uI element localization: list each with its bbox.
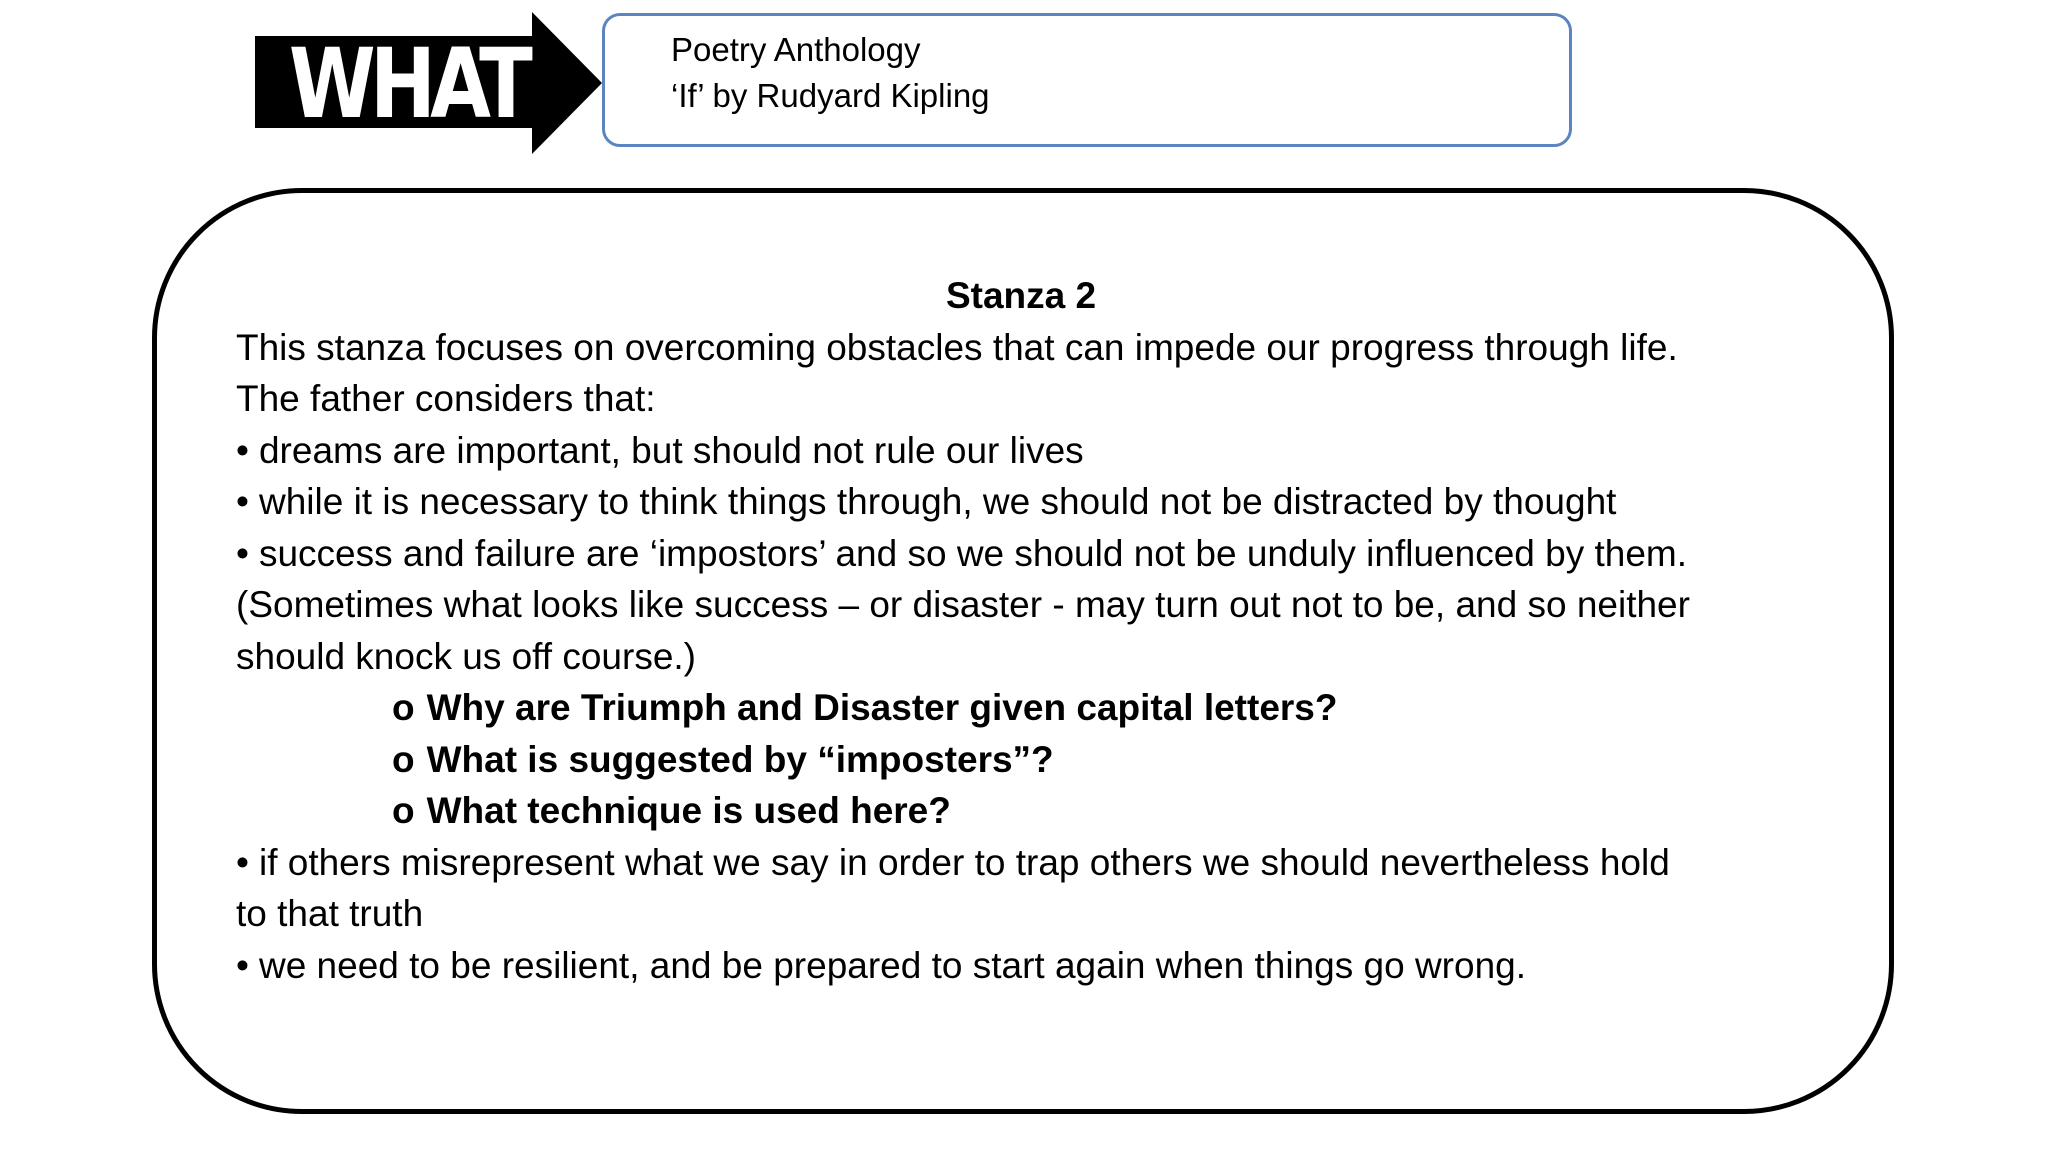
question-marker: o <box>392 790 415 831</box>
bullet-continuation: to that truth <box>236 893 424 934</box>
bullet-item: • if others misrepresent what we say in order to trap others we should nevertheless hold <box>236 837 1836 889</box>
note-line: (Sometimes what looks like success – or disaster - may turn out not to be, and so neither <box>236 584 1690 625</box>
title-box <box>602 13 1572 147</box>
question-text: What technique is used here? <box>426 790 951 831</box>
note-line: should knock us off course.) <box>236 635 697 677</box>
bullet-item: • dreams are important, but should not rule our lives <box>236 425 1836 477</box>
bullet-item: • while it is necessary to think things through, we should not be distracted by thought <box>236 476 1836 528</box>
question-marker: o <box>392 687 415 728</box>
question-item <box>236 785 1836 837</box>
question-text: Why are Triumph and Disaster given capital letters? <box>426 687 1338 728</box>
intro-line: The father considers that: <box>236 378 656 419</box>
intro-line: This stanza focuses on overcoming obstacles that can impede our progress through life. <box>236 326 1678 368</box>
stanza-heading: Stanza 2 <box>945 275 1097 316</box>
poem-title: ‘If’ by Rudyard Kipling <box>671 77 990 114</box>
question-item <box>236 682 1836 734</box>
bullet-item: • we need to be resilient, and be prepared to start again when things go wrong. <box>236 940 1836 992</box>
bullet-item: • success and failure are ‘impostors’ and so we should not be unduly influenced by them. <box>236 528 1836 580</box>
question-marker: o <box>392 738 415 780</box>
anthology-title: Poetry Anthology <box>671 31 921 68</box>
what-badge-label: WHAT <box>288 28 528 140</box>
question-item <box>236 734 1836 786</box>
stanza-content <box>236 270 1836 991</box>
question-text: What is suggested by “imposters”? <box>426 738 1054 780</box>
